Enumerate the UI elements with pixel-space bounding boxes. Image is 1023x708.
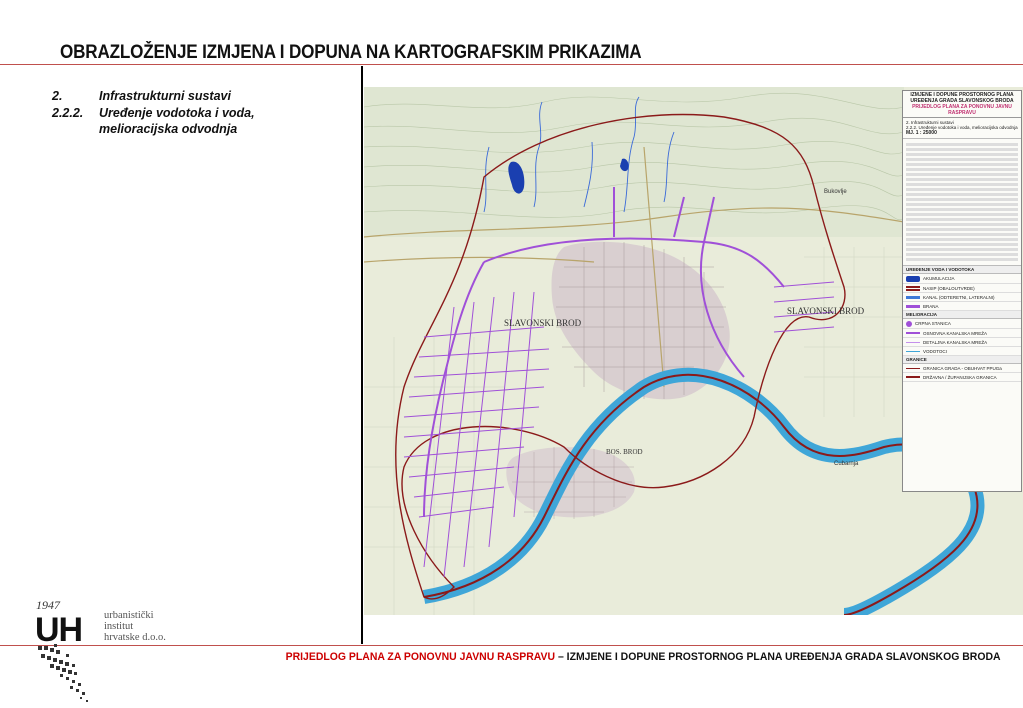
page-title: OBRAZLOŽENJE IZMJENA I DOPUNA NA KARTOGRAFSKIM PRIKAZIMA xyxy=(60,42,642,63)
legend-sheet-title xyxy=(903,118,1021,139)
logo-text xyxy=(104,610,166,643)
legend-header xyxy=(903,91,1021,118)
section-heading-2 xyxy=(52,88,352,104)
legend-section: UREĐENJE VODA I VODOTOKA xyxy=(903,266,1021,274)
map-label-city: SLAVONSKI BROD xyxy=(504,318,582,328)
footer-black-text: – IZMJENE I DOPUNE PROSTORNOG PLANA UREĐENJA GRADA SLAVONSKOG BRODA xyxy=(555,651,1001,663)
legend-section: MELIORACIJA xyxy=(903,311,1021,319)
legend-scale: MJ. 1 : 25000 xyxy=(906,130,937,136)
section-text: Infrastrukturni sustavi xyxy=(99,89,231,103)
legend-item: BRANA xyxy=(903,302,1021,311)
legend-item: DETALJNA KANALSKA MREŽA xyxy=(903,338,1021,347)
legend-sheet-line: 2.2.2. Uređenje vodotoka i voda, melioracijska odvodnja xyxy=(906,125,1018,130)
logo-text-line: urbanistički xyxy=(104,610,154,621)
map-label-place: Cubarnja xyxy=(834,461,859,467)
legend-header-line: PRIJEDLOG PLANA ZA PONOVNU JAVNU RASPRAVU xyxy=(912,104,1012,116)
legend-item: GRANICA GRADA - OBUHVAT PPUGa xyxy=(903,364,1021,373)
logo-text-line: institut xyxy=(104,621,134,632)
legend-section: GRANICE xyxy=(903,356,1021,364)
legend-header-line: IZMJENE I DOPUNE PROSTORNOG PLANA xyxy=(910,92,1014,98)
legend-item: DRŽAVNA / ŽUPANIJSKA GRANICA xyxy=(903,373,1021,382)
legend-approval-block xyxy=(903,139,1021,266)
logo-mark: UH xyxy=(35,611,83,649)
map-label-city: BOS. BROD xyxy=(606,448,643,456)
legend-sheet-line: 2. Infrastrukturni sustavi xyxy=(906,120,954,125)
section-number: 2.2.2. xyxy=(52,106,84,120)
legend-header-line: UREĐENJA GRADA SLAVONSKOG BRODA xyxy=(910,98,1014,104)
section-heading-2-2-2 xyxy=(52,105,352,139)
legend-item: CRPNA STANICA xyxy=(903,319,1021,329)
footer-red-text: PRIJEDLOG PLANA ZA PONOVNU JAVNU RASPRAVU xyxy=(286,651,556,663)
footer-text xyxy=(286,651,1001,663)
legend-item: OSNOVNA KANALSKA MREŽA xyxy=(903,329,1021,338)
legend-item: AKUMULACIJA xyxy=(903,274,1021,284)
legend-item: VODOTOCI xyxy=(903,347,1021,356)
vertical-divider xyxy=(361,66,363,644)
map-label-place: Bukovlje xyxy=(824,189,847,195)
section-number: 2. xyxy=(52,89,63,103)
legend-item: KANAL (ODTERETNI, LATERALNI) xyxy=(903,293,1021,302)
section-text: Uređenje vodotoka i voda, melioracijska odvodnja xyxy=(99,106,255,136)
logo-year: 1947 xyxy=(36,598,60,612)
map-legend xyxy=(902,90,1022,492)
map-label-city: SLAVONSKI BROD xyxy=(787,306,865,316)
top-divider xyxy=(0,64,1023,65)
legend-item: NASIP (OBALOUTVRDE) xyxy=(903,284,1021,293)
logo-text-line: hrvatske d.o.o. xyxy=(104,632,166,643)
